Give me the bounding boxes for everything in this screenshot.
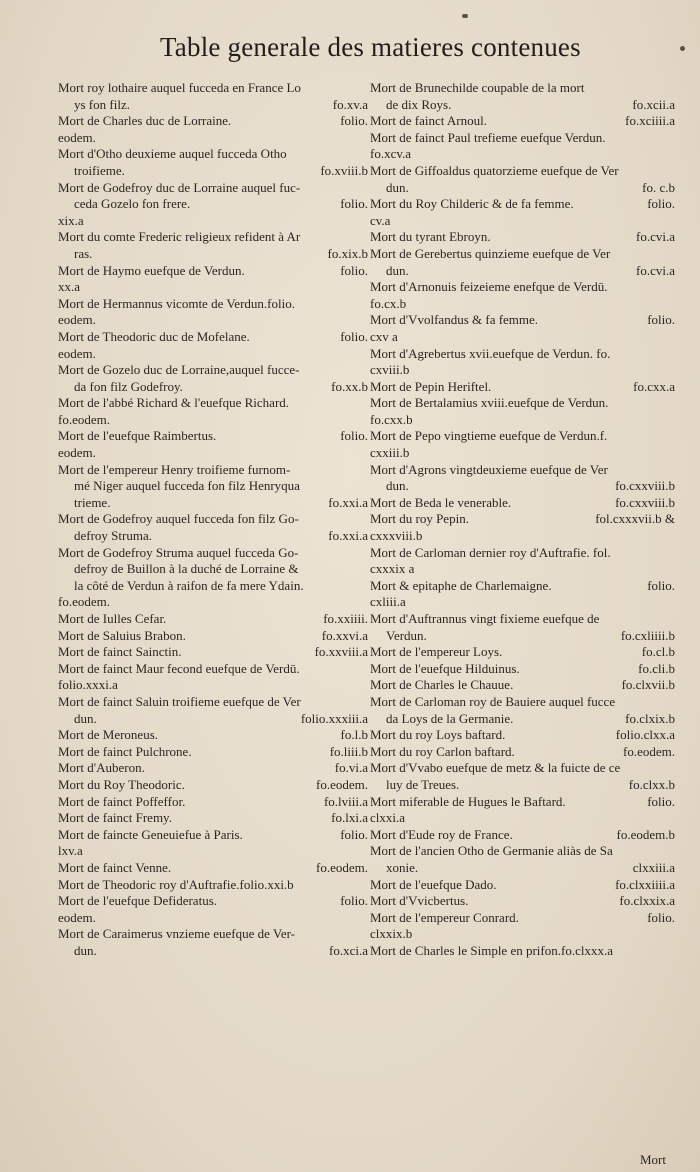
folio-reference: fo.xx.b	[331, 378, 368, 394]
index-entry	[370, 346, 675, 363]
folio-reference: fo.l.b	[340, 727, 368, 743]
index-entry	[370, 877, 675, 894]
index-entry	[370, 843, 675, 876]
index-entry	[58, 412, 368, 429]
index-entry	[370, 379, 675, 396]
entry-text: fo.eodem.	[58, 411, 110, 427]
entry-text: xx.a	[58, 279, 81, 295]
index-entry	[58, 744, 368, 761]
index-entry	[58, 794, 368, 811]
entry-text: eodem.	[58, 445, 96, 461]
index-entry	[370, 213, 675, 230]
index-entry	[370, 528, 675, 545]
entry-text: Mort de Carloman dernier roy d'Auftrafie. fol.	[370, 544, 611, 560]
index-entry	[58, 843, 368, 860]
entry-text: eodem.	[58, 312, 96, 328]
entry-continuation: dun.	[74, 710, 97, 726]
entry-text: clxxix.b	[370, 926, 413, 942]
entry-continuation: defroy Struma.	[74, 528, 152, 544]
folio-reference: fo.cxxviii.b	[615, 494, 675, 510]
index-entry	[370, 511, 675, 528]
entry-text: Mort de fainct Venne.	[58, 859, 172, 875]
index-entry	[58, 296, 368, 313]
folio-reference: folio.	[647, 312, 675, 328]
index-entry	[370, 694, 675, 727]
folio-reference: clxxiii.a	[632, 859, 675, 875]
entry-text: Mort de Bertalamius xviii.euefque de Verdun.	[370, 395, 609, 411]
entry-text: eodem.	[58, 345, 96, 361]
folio-reference: fo.xviii.b	[320, 162, 368, 178]
index-entry	[58, 462, 368, 512]
entry-continuation: dun.	[386, 179, 409, 195]
index-entry	[58, 677, 368, 694]
index-entry	[58, 213, 368, 230]
page-title: Table generale des matieres contenues	[160, 32, 581, 62]
folio-reference: fo.xv.a	[332, 96, 368, 112]
entry-text: Mort de fainct Pulchrone.	[58, 743, 192, 759]
entry-continuation: la côté de Verdun à raifon de fa mere Ydain.	[74, 577, 304, 593]
entry-text: cv.a	[370, 212, 391, 228]
index-entry	[370, 644, 675, 661]
index-entry	[370, 677, 675, 694]
entry-continuation: da fon filz Godefroy.	[74, 378, 183, 394]
index-entry	[370, 827, 675, 844]
folio-reference: fo.lxi.a	[331, 810, 368, 826]
entry-text: Mort d'Auftrannus vingt fixieme euefque de	[370, 611, 600, 626]
folio-reference: folio.	[340, 428, 368, 444]
index-entry	[370, 312, 675, 329]
index-entry	[370, 163, 675, 196]
entry-text: Mort de l'empereur Conrard.	[370, 909, 519, 925]
index-entry	[370, 130, 675, 147]
entry-text: Mort de l'abbé Richard & l'euefque Richard.	[58, 395, 290, 411]
folio-reference: fo.clxix.b	[625, 710, 675, 726]
index-entry	[370, 80, 675, 113]
index-entry	[58, 329, 368, 346]
entry-continuation: ceda Gozelo fon frere.	[74, 196, 191, 212]
entry-continuation: de dix Roys.	[386, 96, 452, 112]
folio-reference: folio.	[340, 113, 368, 129]
folio-reference: folio.	[340, 893, 368, 909]
folio-reference: folio.	[340, 328, 368, 344]
printer-mark	[462, 14, 468, 18]
entry-text: Mort de Pepo vingtieme euefque de Verdun.f.	[370, 428, 608, 444]
index-entry	[370, 910, 675, 927]
entry-text: Mort de l'euefque Dado.	[370, 876, 497, 892]
folio-reference: fo.xxi.a	[328, 494, 368, 510]
index-entry	[58, 893, 368, 910]
entry-text: Mort de Saluius Brabon.	[58, 627, 186, 643]
index-entry	[58, 661, 368, 678]
entry-text: Mort de Iulles Cefar.	[58, 611, 167, 626]
folio-reference: fo. c.b	[642, 179, 675, 195]
entry-text: Mort miferable de Hugues le Baftard.	[370, 793, 566, 809]
entry-text: Mort d'Auberon.	[58, 760, 145, 776]
index-entry	[370, 279, 675, 296]
index-entry	[58, 362, 368, 395]
entry-text: Mort de Godefroy auquel fucceda fon filz Go-	[58, 511, 299, 527]
folio-reference: fo.xxviii.a	[314, 644, 368, 660]
entry-continuation: Verdun.	[386, 627, 427, 643]
index-entry	[58, 130, 368, 147]
index-entry	[58, 445, 368, 462]
folio-reference: fo.clxxiiii.a	[615, 876, 675, 892]
entry-continuation: dun.	[74, 942, 97, 958]
entry-text: Mort de Charles le Chauue.	[370, 677, 514, 693]
entry-continuation: luy de Treues.	[386, 776, 460, 792]
entry-text: Mort roy lothaire auquel fucceda en France Lo	[58, 80, 301, 95]
folio-reference: fo.xci.a	[329, 942, 368, 958]
entry-continuation: mé Niger auquel fucceda fon filz Henryqua	[74, 478, 300, 494]
entry-text: Mort d'Agrons vingtdeuxieme euefque de Ver	[370, 461, 608, 477]
folio-reference: fo.cli.b	[638, 660, 675, 676]
margin-mark	[680, 46, 685, 51]
folio-reference: fo.cvi.a	[636, 229, 675, 245]
folio-reference: fo.eodem.b	[616, 826, 675, 842]
entry-continuation: da Loys de la Germanie.	[386, 710, 514, 726]
entry-continuation: troifieme.	[74, 162, 125, 178]
entry-text: Mort du tyrant Ebroyn.	[370, 229, 491, 245]
index-entry	[58, 827, 368, 844]
entry-text: Mort de l'euefque Hilduinus.	[370, 660, 520, 676]
folio-reference: folio.	[340, 262, 368, 278]
index-entry	[58, 644, 368, 661]
index-entry	[58, 180, 368, 213]
entry-text: Mort de Caraimerus vnzieme euefque de Ver-	[58, 926, 296, 942]
entry-text: Mort de faincte Geneuiefue à Paris.	[58, 826, 243, 842]
entry-text: cxxxix a	[370, 561, 415, 577]
entry-text: cxliii.a	[370, 594, 406, 610]
index-entry	[370, 611, 675, 644]
entry-continuation: defroy de Buillon à la duché de Lorraine &	[74, 561, 299, 577]
index-entry	[58, 594, 368, 611]
entry-text: Mort de Theodoric roy d'Auftrafie.folio.xxi.b	[58, 876, 294, 892]
index-entry	[58, 611, 368, 628]
right-column	[370, 80, 675, 959]
entry-text: cxviii.b	[370, 362, 410, 378]
entry-text: Mort de fainct Poffeffor.	[58, 793, 186, 809]
entry-text: Mort de Brunechilde coupable de la mort	[370, 80, 585, 95]
index-entry	[370, 462, 675, 495]
folio-reference: fo.liii.b	[329, 743, 368, 759]
folio-reference: fol.cxxxvii.b &	[595, 511, 675, 527]
entry-text: Mort d'Vvicbertus.	[370, 893, 469, 909]
index-entry	[370, 395, 675, 412]
index-entry	[58, 263, 368, 280]
entry-text: Mort de Charles le Simple en prifon.fo.clxxx.a	[370, 942, 613, 958]
entry-text: Mort du Roy Childeric & de fa femme.	[370, 196, 574, 212]
entry-text: Mort de Carloman roy de Bauiere auquel fucce	[370, 693, 616, 709]
index-entry	[370, 744, 675, 761]
index-entry	[58, 877, 368, 894]
entry-text: Mort de fainct Fremy.	[58, 810, 172, 826]
index-entry	[58, 926, 368, 959]
entry-continuation: dun.	[386, 478, 409, 494]
entry-text: Mort de fainct Arnoul.	[370, 113, 487, 129]
entry-text: Mort d'Agrebertus xvii.euefque de Verdun. fo.	[370, 345, 611, 361]
index-entry	[370, 760, 675, 793]
entry-text: Mort de l'empereur Loys.	[370, 644, 503, 660]
folio-reference: fo.eodem.	[316, 776, 368, 792]
index-entry	[58, 777, 368, 794]
index-entry	[58, 395, 368, 412]
index-entry	[370, 146, 675, 163]
index-entry	[58, 910, 368, 927]
folio-reference: folio.	[647, 909, 675, 925]
index-entry	[58, 545, 368, 595]
entry-text: Mort de Godefroy Struma auquel fucceda Go-	[58, 544, 299, 560]
index-entry	[370, 412, 675, 429]
folio-reference: fo.eodem.	[316, 859, 368, 875]
entry-text: eodem.	[58, 129, 96, 145]
entry-text: Mort du roy Loys baftard.	[370, 727, 506, 743]
folio-reference: fo.cvi.a	[636, 262, 675, 278]
folio-reference: folio.	[340, 826, 368, 842]
index-entry	[58, 860, 368, 877]
entry-text: cxxxviii.b	[370, 528, 423, 544]
entry-text: Mort de Pepin Heriftel.	[370, 378, 492, 394]
entry-text: Mort de Hermannus vicomte de Verdun.folio.	[58, 295, 295, 311]
folio-reference: fo.cl.b	[641, 644, 675, 660]
catchword: Mort	[640, 1152, 666, 1167]
index-entry	[370, 113, 675, 130]
folio-reference: fo.cxliiii.b	[620, 627, 675, 643]
index-entry	[58, 694, 368, 727]
entry-text: fo.eodem.	[58, 594, 110, 610]
left-column	[58, 80, 368, 959]
entry-text: Mort de Haymo euefque de Verdun.	[58, 262, 245, 278]
index-entry	[370, 578, 675, 595]
index-entry	[370, 296, 675, 313]
index-entry	[370, 794, 675, 811]
index-entry	[370, 661, 675, 678]
folio-reference: fo.cxxviii.b	[615, 478, 675, 494]
folio-reference: folio.	[340, 196, 368, 212]
folio-reference: fo.xxi.a	[328, 528, 368, 544]
index-entry	[370, 362, 675, 379]
entry-text: cxv a	[370, 328, 398, 344]
index-entry	[58, 760, 368, 777]
folio-reference: fo.xxiiii.	[323, 611, 368, 626]
index-entry	[58, 628, 368, 645]
index-entry	[58, 80, 368, 113]
entry-continuation: trieme.	[74, 494, 111, 510]
folio-reference: fo.cxx.a	[633, 378, 675, 394]
folio-reference: fo.xciiii.a	[625, 113, 675, 129]
entry-text: fo.cxx.b	[370, 411, 413, 427]
index-entry	[58, 810, 368, 827]
entry-continuation: ys fon filz.	[74, 96, 130, 112]
index-entry	[370, 810, 675, 827]
entry-text: lxv.a	[58, 843, 83, 859]
folio-reference: folio.clxx.a	[615, 727, 675, 743]
entry-text: Mort de l'euefque Raimbertus.	[58, 428, 217, 444]
index-entry	[58, 428, 368, 445]
entry-text: Mort de l'euefque Defideratus.	[58, 893, 218, 909]
folio-reference: fo.xix.b	[327, 245, 368, 261]
entry-text: Mort d'Vvabo euefque de metz & la fuicte de ce	[370, 760, 621, 776]
entry-text: cxxiii.b	[370, 445, 410, 461]
entry-text: Mort & epitaphe de Charlemaigne.	[370, 577, 552, 593]
folio-reference: fo.eodem.	[623, 743, 675, 759]
entry-text: Mort d'Eude roy de France.	[370, 826, 513, 842]
folio-reference: fo.lviii.a	[323, 793, 368, 809]
entry-text: Mort de Charles duc de Lorraine.	[58, 113, 232, 129]
index-entry	[370, 495, 675, 512]
index-entry	[58, 113, 368, 130]
folio-reference: fo.clxxix.a	[619, 893, 675, 909]
entry-text: fo.cx.b	[370, 295, 407, 311]
index-entry	[370, 545, 675, 562]
index-entry	[370, 727, 675, 744]
entry-text: Mort du roy Pepin.	[370, 511, 469, 527]
index-entry	[370, 229, 675, 246]
entry-text: Mort du roy Carlon baftard.	[370, 743, 515, 759]
folio-reference: fo.clxx.b	[628, 776, 675, 792]
entry-text: Mort du Roy Theodoric.	[58, 776, 185, 792]
folio-reference: folio.	[647, 196, 675, 212]
entry-text: clxxi.a	[370, 810, 406, 826]
entry-continuation: ras.	[74, 245, 93, 261]
folio-reference: folio.xxxiii.a	[300, 710, 368, 726]
entry-text: Mort d'Vvolfandus & fa femme.	[370, 312, 539, 328]
entry-text: Mort de Giffoaldus quatorzieme euefque de Ver	[370, 162, 619, 178]
index-entry	[370, 196, 675, 213]
folio-reference: folio.	[647, 793, 675, 809]
entry-text: folio.xxxi.a	[58, 677, 118, 693]
folio-reference: fo.xxvi.a	[321, 627, 368, 643]
index-entry	[370, 246, 675, 279]
entry-text: Mort de fainct Sainctin.	[58, 644, 182, 660]
index-entry	[370, 561, 675, 578]
entry-text: Mort de Gerebertus quinzieme euefque de Ver	[370, 245, 611, 261]
index-entry	[370, 594, 675, 611]
entry-text: Mort de Theodoric duc de Mofelane.	[58, 328, 250, 344]
entry-text: Mort de l'empereur Henry troifieme furnom-	[58, 461, 291, 477]
entry-text: Mort de Beda le venerable.	[370, 494, 512, 510]
index-entry	[370, 926, 675, 943]
index-entry	[58, 346, 368, 363]
index-entry	[58, 511, 368, 544]
entry-text: eodem.	[58, 909, 96, 925]
folio-reference: fo.xcii.a	[632, 96, 675, 112]
index-entry	[58, 279, 368, 296]
index-entry	[370, 893, 675, 910]
index-entry	[370, 943, 675, 960]
index-entry	[370, 428, 675, 445]
entry-text: Mort du comte Frederic religieux refident à Ar	[58, 229, 301, 245]
entry-text: xix.a	[58, 212, 84, 228]
entry-text: Mort de fainct Paul trefieme euefque Verdun.	[370, 129, 606, 145]
folio-reference: folio.	[647, 577, 675, 593]
entry-text: Mort de fainct Maur fecond euefque de Verdū.	[58, 660, 300, 676]
entry-continuation: xonie.	[386, 859, 419, 875]
index-entry	[370, 329, 675, 346]
entry-text: Mort de l'ancien Otho de Germanie aliàs de Sa	[370, 843, 613, 859]
entry-text: Mort d'Arnonuis feizeieme enefque de Verdū.	[370, 279, 608, 295]
index-entry	[370, 445, 675, 462]
entry-continuation: dun.	[386, 262, 409, 278]
entry-text: Mort d'Otho deuxieme auquel fucceda Otho	[58, 146, 287, 162]
index-entry	[58, 727, 368, 744]
index-entry	[58, 146, 368, 179]
entry-text: Mort de fainct Saluin troifieme euefque de Ver	[58, 693, 301, 709]
index-entry	[58, 229, 368, 262]
entry-text: fo.xcv.a	[370, 146, 412, 162]
entry-text: Mort de Godefroy duc de Lorraine auquel fuc-	[58, 179, 301, 195]
entry-text: Mort de Gozelo duc de Lorraine,auquel fucce-	[58, 362, 300, 378]
folio-reference: fo.clxvii.b	[621, 677, 675, 693]
index-entry	[58, 312, 368, 329]
folio-reference: fo.vi.a	[334, 760, 368, 776]
entry-text: Mort de Meroneus.	[58, 727, 159, 743]
